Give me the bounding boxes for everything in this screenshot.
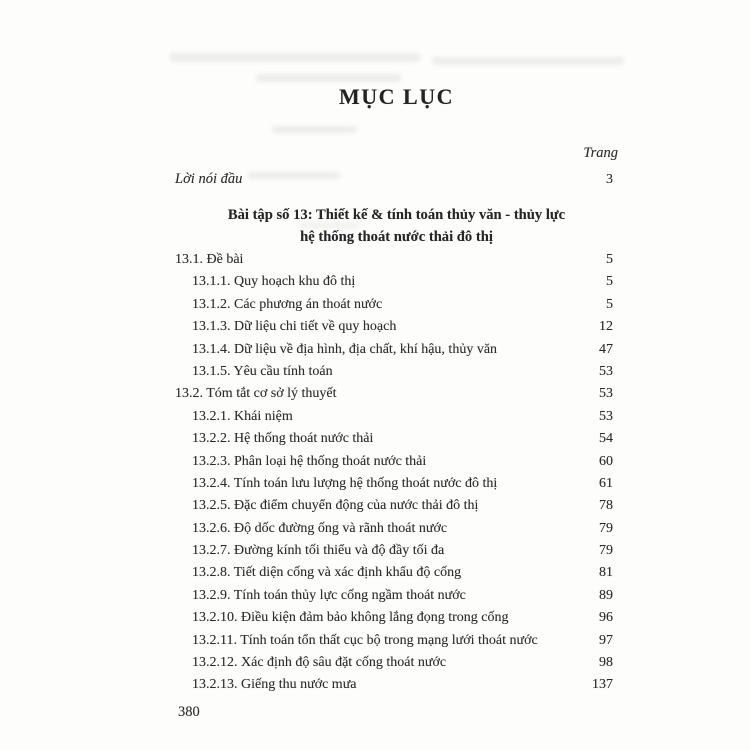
toc-entry-page-number: 12 [599, 319, 613, 335]
toc-entry-page-number: 89 [599, 587, 613, 603]
toc-entry-label: 13.2.2. Hệ thống thoát nước thải [192, 431, 374, 447]
toc-entry [175, 454, 618, 476]
toc-entry-page-number: 78 [599, 498, 613, 514]
toc-entry [175, 565, 618, 587]
toc-entry-page-number: 79 [599, 543, 613, 559]
toc-entry-page-number: 53 [599, 386, 613, 402]
toc-entry [175, 633, 618, 655]
page-title: MỤC LỤC [339, 84, 454, 109]
toc-entry-page-number: 53 [599, 408, 613, 424]
toc-entry-page-number: 61 [599, 475, 613, 491]
toc-entry [175, 409, 618, 431]
toc-entry-label: 13.1.2. Các phương án thoát nước [192, 296, 383, 312]
preface-row [175, 171, 618, 195]
toc-entry-page-number: 54 [599, 431, 613, 447]
toc-entry-page-number: 98 [599, 655, 613, 671]
toc-entry-label: 13.1.4. Dữ liệu về địa hình, địa chất, khí hậu, thủy văn [192, 341, 498, 357]
toc-entry-page-number: 137 [592, 677, 613, 693]
bleed-through-artifact [272, 126, 357, 133]
toc-entry-label: 13.2.5. Đặc điểm chuyển động của nước thải đô thị [192, 498, 479, 514]
toc-entry-label: 13.2.1. Khái niệm [192, 408, 293, 424]
toc-entry-label: 13.2.6. Độ dốc đường ống và rãnh thoát nước [192, 520, 448, 536]
preface-page-number: 3 [606, 172, 613, 187]
chapter-heading-line1: Bài tập số 13: Thiết kế & tính toán thủy văn - thủy lực [227, 207, 566, 223]
toc-entry [175, 297, 618, 319]
toc-entry-label: 13.2.3. Phân loại hệ thống thoát nước thải [192, 453, 427, 469]
toc-entry [175, 386, 618, 408]
toc-entry-page-number: 5 [606, 252, 613, 267]
toc-entry [175, 342, 618, 364]
toc-entry-label: 13.2. Tóm tắt cơ sở lý thuyết [175, 386, 337, 402]
bleed-through-artifact [170, 53, 420, 62]
toc-entry-label: 13.1.3. Dữ liệu chi tiết về quy hoạch [192, 319, 397, 335]
toc-entry-page-number: 53 [599, 363, 613, 379]
toc-entry-label: 13.2.7. Đường kính tối thiểu và độ đầy tối đa [192, 543, 445, 559]
page-column-header: Trang [583, 145, 618, 161]
toc-entry [175, 610, 618, 632]
toc-entry [175, 431, 618, 453]
toc-entry [175, 677, 618, 699]
toc-entry-label: 13.2.10. Điều kiện đảm bảo không lắng đọng trong cống [192, 610, 509, 626]
toc-entry-page-number: 81 [599, 565, 613, 581]
toc-entry [175, 252, 618, 274]
footer-page-number: 380 [178, 704, 200, 720]
toc-entry [175, 521, 618, 543]
toc-content [175, 145, 618, 700]
toc-list [175, 252, 618, 700]
toc-entry-label: 13.2.11. Tính toán tổn thất cục bộ trong mạng lưới thoát nước [192, 632, 538, 648]
toc-entry-label: 13.2.13. Giếng thu nước mưa [192, 677, 357, 693]
toc-entry-page-number: 5 [606, 296, 613, 312]
toc-entry-page-number: 5 [606, 274, 613, 290]
toc-entry [175, 655, 618, 677]
toc-entry [175, 274, 618, 296]
toc-entry [175, 498, 618, 520]
toc-entry-label: 13.1. Đề bài [175, 252, 244, 267]
toc-entry-label: 13.1.5. Yêu cầu tính toán [192, 363, 333, 379]
toc-entry-page-number: 60 [599, 453, 613, 469]
toc-entry [175, 319, 618, 341]
chapter-heading [175, 204, 618, 248]
toc-entry-page-number: 47 [599, 341, 613, 357]
bleed-through-artifact [256, 74, 401, 82]
chapter-heading-line2: hệ thống thoát nước thải đô thị [300, 229, 493, 245]
bleed-through-artifact [432, 57, 624, 65]
preface-label: Lời nói đầu [175, 171, 243, 187]
toc-entry-label: 13.2.4. Tính toán lưu lượng hệ thống thoát nước đô thị [192, 475, 498, 491]
toc-entry [175, 476, 618, 498]
toc-entry-page-number: 97 [599, 632, 613, 648]
toc-entry-page-number: 79 [599, 520, 613, 536]
toc-entry-page-number: 96 [599, 610, 613, 626]
toc-entry [175, 543, 618, 565]
toc-entry-label: 13.2.9. Tính toán thủy lực cống ngầm thoát nước [192, 587, 466, 603]
toc-entry [175, 364, 618, 386]
toc-entry [175, 588, 618, 610]
toc-entry-label: 13.1.1. Quy hoạch khu đô thị [192, 274, 356, 290]
toc-entry-label: 13.2.8. Tiết diện cống và xác định khẩu độ cống [192, 565, 462, 581]
toc-entry-label: 13.2.12. Xác định độ sâu đặt cống thoát nước [192, 655, 447, 671]
